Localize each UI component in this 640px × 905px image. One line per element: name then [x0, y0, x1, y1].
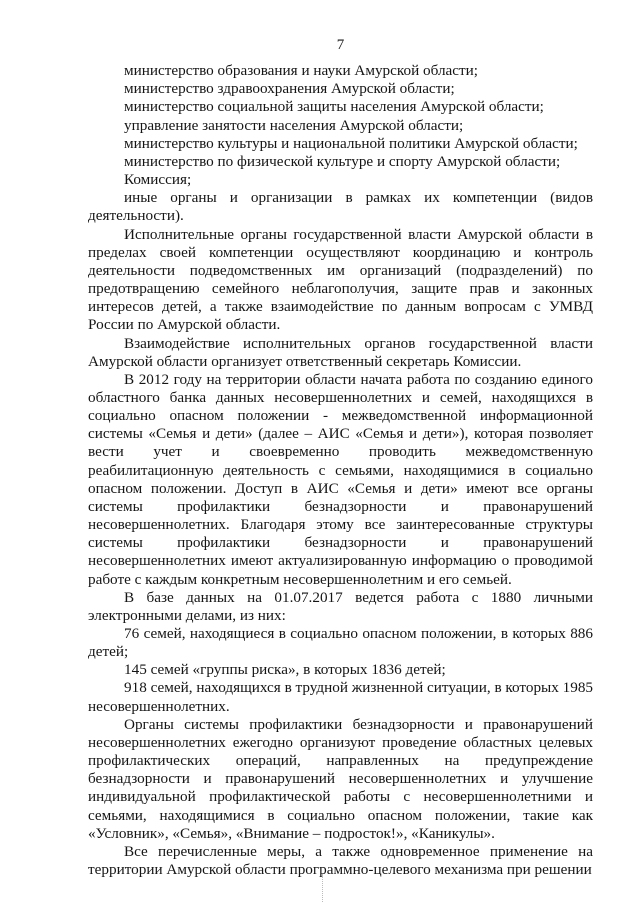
list-item: управление занятости населения Амурской области;	[124, 116, 464, 134]
list-item: Комиссия;	[124, 171, 192, 189]
paragraph-stat-difficult: 918 семей, находящихся в трудной жизненной ситуации, в которых 1985 несовершеннолетних.	[88, 679, 594, 715]
document-page	[88, 36, 593, 879]
ministries-list	[88, 62, 593, 189]
body-text	[88, 189, 593, 879]
paragraph-interaction: Взаимодействие исполнительных органов государственной власти Амурской области организует ответственный секретарь Комиссии.	[88, 334, 593, 370]
paragraph-measures: Все перечисленные меры, а также одновременное применение на территории Амурской области программно-целевого механизма при решении	[88, 842, 593, 879]
paragraph-ais-system: В 2012 году на территории области начата работа по созданию единого областного банка данных несовершеннолетних и семей, находящихся в социально опасном положении - межведомственной информационной системы «Семья и дети» (далее – АИС «Семья и дети»), которая позволяет вести учет и своевременно проводить межведомственную реабилитационную деятельность с семьями, находящимися в социально опасном положении. Доступ в АИС «Семья и дети» имеют все органы системы профилактики безнадзорности и правонарушений несовершеннолетних. Благодаря этому все заинтересованные структуры системы профилактики безнадзорности и правонарушений несовершеннолетних имеют актуализированную информацию о проводимой работе с каждым конкретным несовершеннолетним и его семьей.	[88, 370, 593, 588]
list-item: министерство культуры и национальной политики Амурской области;	[124, 134, 578, 152]
list-item: министерство социальной защиты населения Амурской области;	[124, 98, 544, 116]
paragraph-database: В базе данных на 01.07.2017 ведется работа с 1880 личными электронными делами, из них:	[88, 588, 593, 624]
paragraph-other-bodies: иные органы и организации в рамках их компетенции (видов деятельности).	[88, 189, 593, 225]
scan-artifact	[322, 874, 329, 902]
page-number: 7	[336, 37, 345, 53]
paragraph-stat-risk-group: 145 семей «группы риска», в которых 1836 детей;	[124, 661, 446, 679]
list-item: министерство здравоохранения Амурской области;	[124, 80, 455, 98]
paragraph-executive-bodies: Исполнительные органы государственной власти Амурской области в пределах своей компетенции осуществляют координацию и контроль деятельности подведомственных им организаций (подразделений) по предотвращению семейного неблагополучия, защите прав и законных интересов детей, а также взаимодействие по данным вопросам с УМВД России по Амурской области.	[88, 225, 593, 334]
list-item: министерство по физической культуре и спорту Амурской области;	[124, 152, 561, 170]
paragraph-stat-dangerous: 76 семей, находящиеся в социально опасном положении, в которых 886 детей;	[88, 625, 593, 661]
list-item: министерство образования и науки Амурской области;	[124, 62, 478, 80]
paragraph-operations: Органы системы профилактики безнадзорности и правонарушений несовершеннолетних ежегодно организуют проведение областных целевых профилактических операций, направленных на предупреждение безнадзорности и правонарушений несовершеннолетних и улучшение индивидуальной профилактической работы с несовершеннолетними и семьями, находящимися в социально опасном положении, такие как «Условник», «Семья», «Внимание – подросток!», «Каникулы».	[88, 715, 593, 842]
